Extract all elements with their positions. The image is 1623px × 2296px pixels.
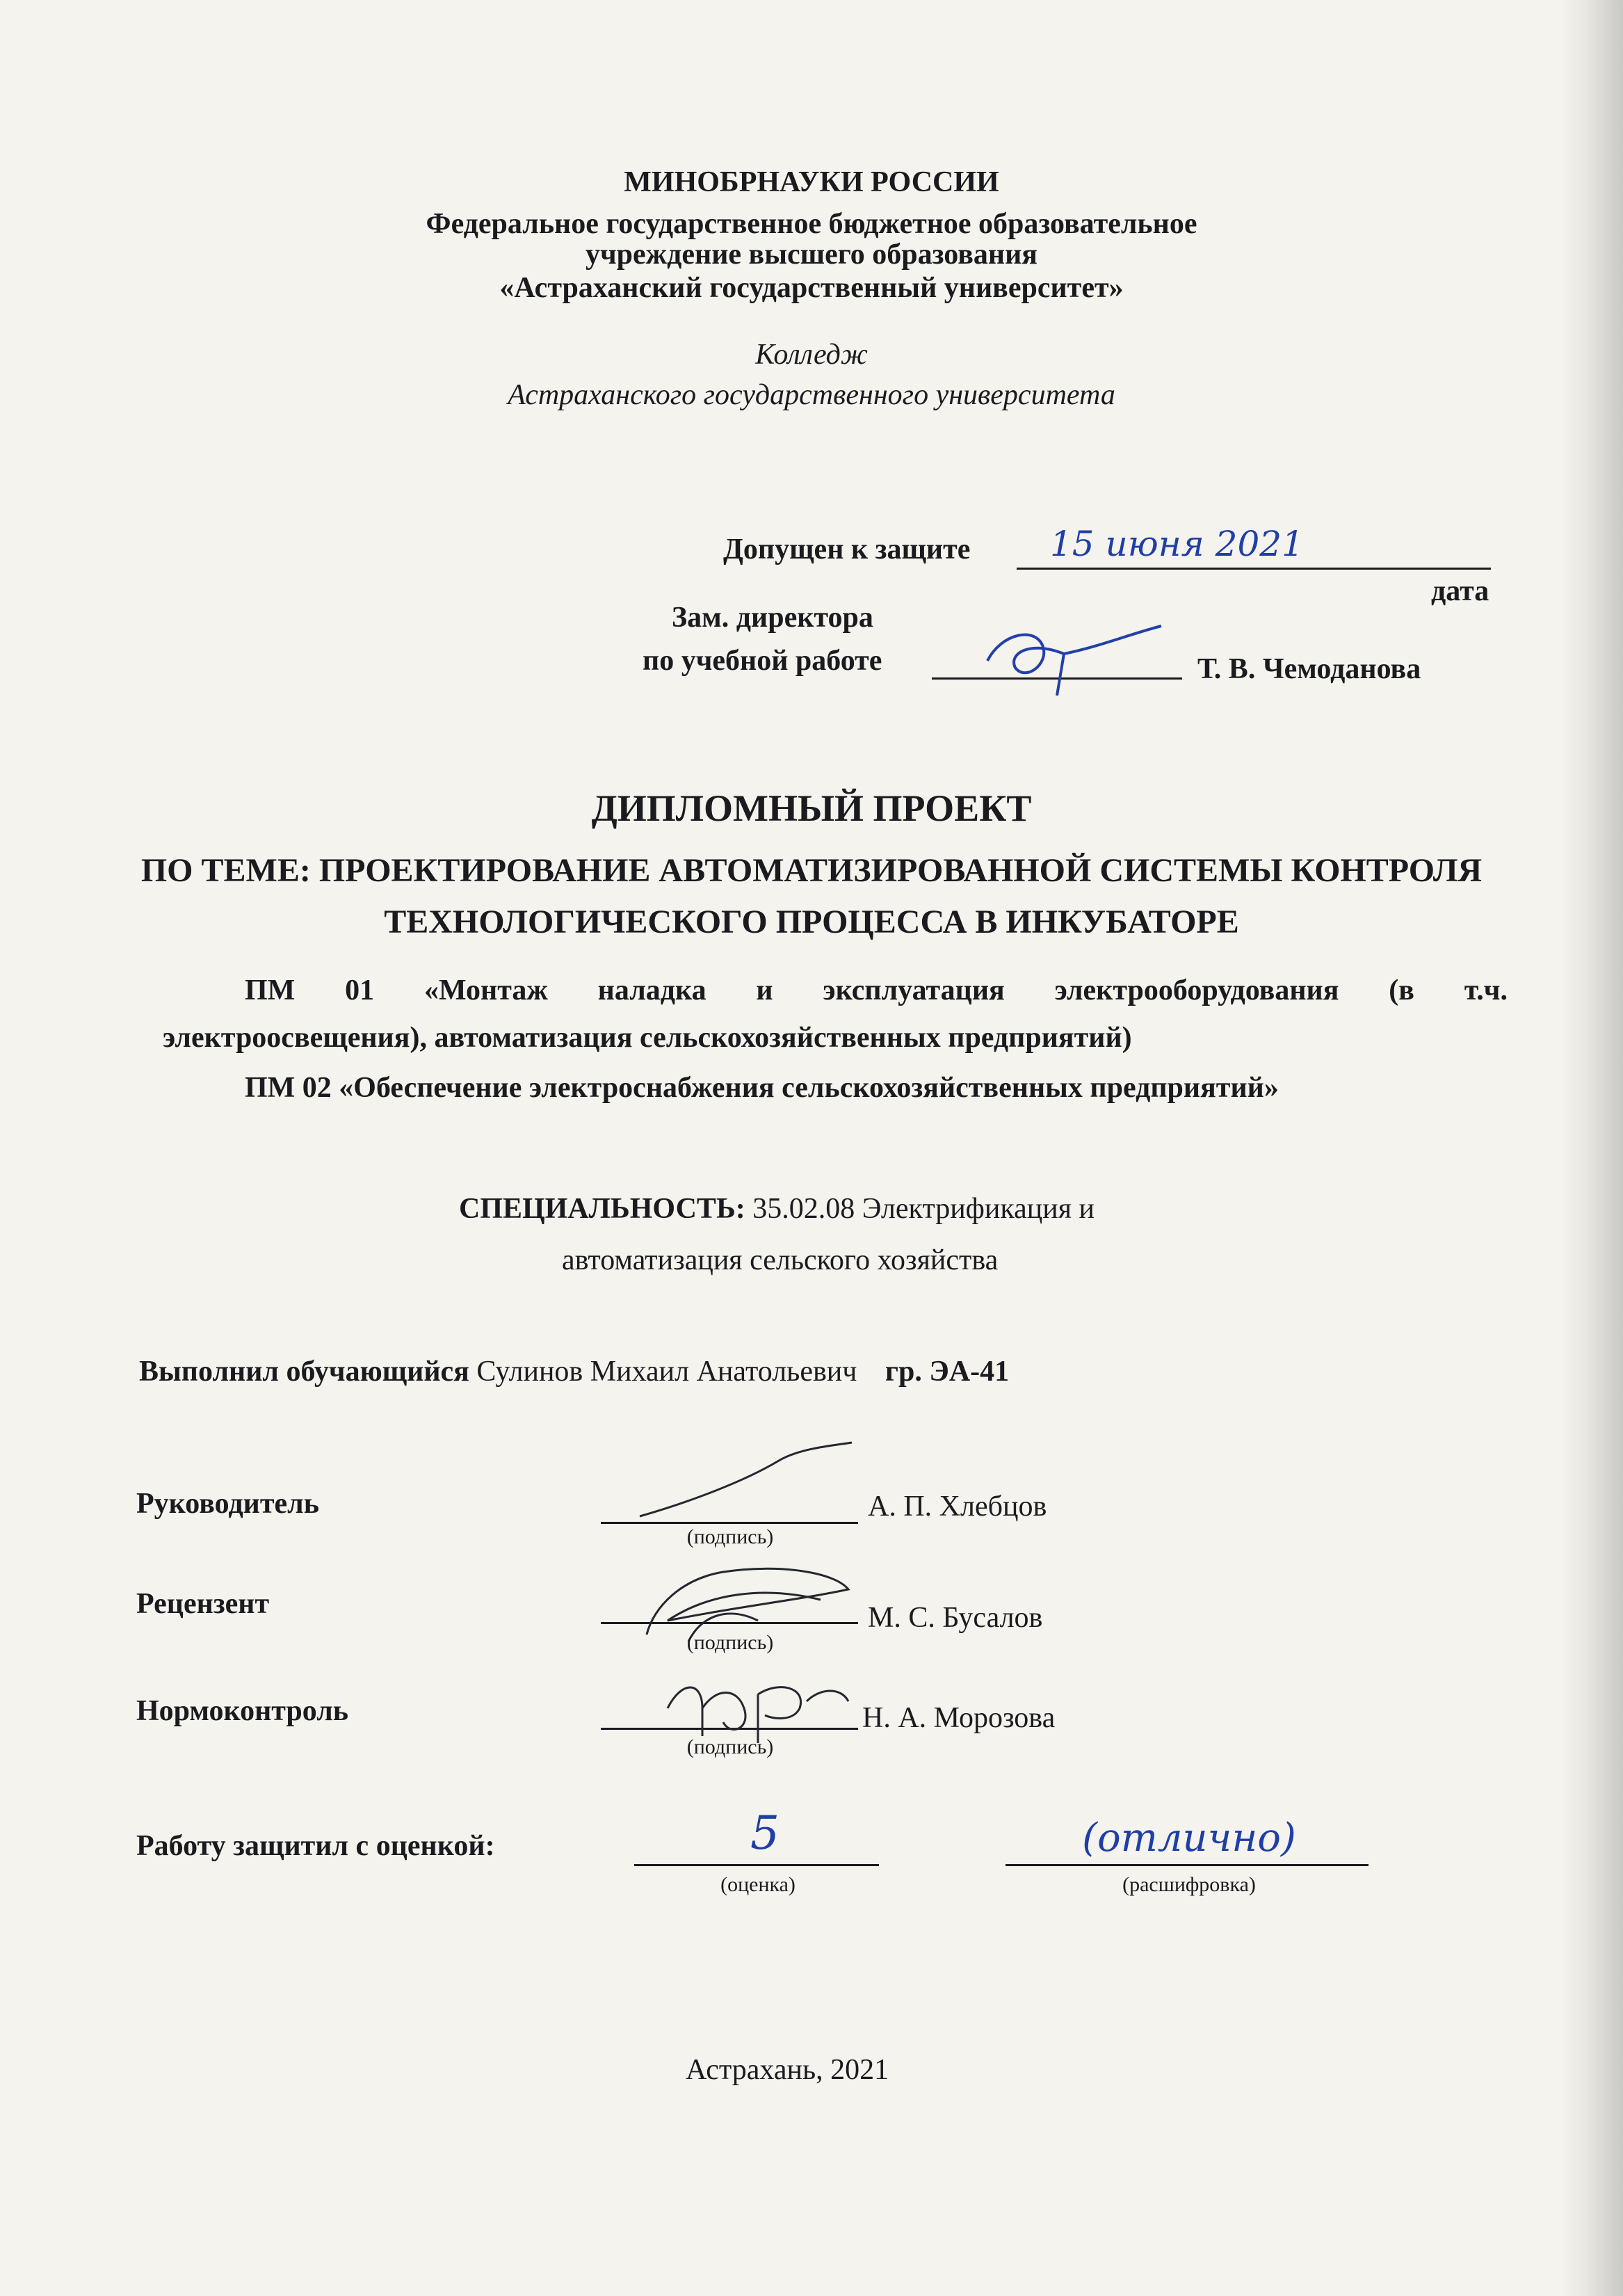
pm01-word: «Монтаж (423, 974, 548, 1006)
defense-label: Работу защитил с оценкой: (136, 1830, 495, 1862)
project-theme-line-2: ТЕХНОЛОГИЧЕСКОГО ПРОЦЕССА В ИНКУБАТОРЕ (384, 904, 1239, 940)
admission-date-caption: дата (1431, 575, 1489, 607)
specialty-label: СПЕЦИАЛЬНОСТЬ: (459, 1193, 745, 1225)
pm01-word: (в (1389, 974, 1414, 1006)
normcontrol-caption: (подпись) (686, 1735, 774, 1758)
normcontrol-label: Нормоконтроль (136, 1695, 349, 1727)
specialty-value: 35.02.08 Электрификация и (752, 1193, 1095, 1225)
supervisor-caption: (подпись) (686, 1525, 774, 1548)
module-pm01-line-2: электроосвещения), автоматизация сельскохозяйственных предприятий) (163, 1022, 1132, 1054)
admission-label: Допущен к защите (723, 533, 971, 565)
admission-date-line (1017, 568, 1491, 570)
module-pm01-line-1 (245, 972, 1508, 1009)
supervisor-name: А. П. Хлебцов (868, 1491, 1047, 1523)
specialty-line-1 (459, 1191, 1095, 1227)
institution-line-1: Федеральное государственное бюджетное образовательное (426, 208, 1197, 240)
pm01-word: ПМ (245, 974, 296, 1006)
pm01-word: эксплуатация (823, 974, 1005, 1006)
deputy-title-line-1: Зам. директора (672, 602, 873, 634)
normcontrol-name: Н. А. Морозова (862, 1702, 1056, 1734)
reviewer-label: Рецензент (136, 1588, 270, 1620)
module-pm02: ПМ 02 «Обеспечение электроснабжения сельскохозяйственных предприятий» (245, 1072, 1279, 1104)
grade-caption: (оценка) (720, 1873, 796, 1896)
student-name: Сулинов Михаил Анатольевич (476, 1356, 857, 1388)
college-line-2: Астраханского государственного университета (508, 379, 1115, 411)
reviewer-caption: (подпись) (686, 1631, 774, 1654)
college-line-1: Колледж (755, 339, 868, 371)
ministry-line: МИНОБРНАУКИ РОССИИ (624, 166, 999, 198)
project-theme-line-1: ПО ТЕМЕ: ПРОЕКТИРОВАНИЕ АВТОМАТИЗИРОВАННОЙ СИСТЕМЫ КОНТРОЛЯ (140, 852, 1483, 889)
pm01-word: наладка (597, 974, 706, 1006)
supervisor-signature (626, 1440, 855, 1523)
decoding-caption: (расшифровка) (1122, 1873, 1256, 1896)
decoding-line (1006, 1864, 1368, 1866)
pm01-word: электрооборудования (1054, 974, 1339, 1006)
institution-line-2: учреждение высшего образования (585, 239, 1038, 271)
student-group: гр. ЭА-41 (885, 1356, 1010, 1388)
deputy-signature (960, 612, 1168, 703)
pm01-word: т.ч. (1464, 974, 1508, 1006)
university-name: «Астраханский государственный университет» (499, 272, 1124, 304)
grade-handwritten: 5 (750, 1806, 780, 1860)
student-label: Выполнил обучающийся (139, 1356, 469, 1388)
grade-line (634, 1864, 879, 1866)
pm01-word: 01 (345, 974, 375, 1006)
admission-date-handwritten: 15 июня 2021 (1050, 524, 1304, 564)
deputy-title-line-2: по учебной работе (643, 645, 882, 677)
city-year: Астрахань, 2021 (686, 2054, 889, 2086)
reviewer-name: М. С. Бусалов (868, 1602, 1043, 1634)
decoding-handwritten: (отлично) (1082, 1815, 1296, 1861)
document-type-title: ДИПЛОМНЫЙ ПРОЕКТ (591, 787, 1032, 829)
student-line (139, 1354, 1009, 1390)
specialty-line-2: автоматизация сельского хозяйства (562, 1244, 999, 1276)
pm01-word: и (756, 974, 773, 1006)
supervisor-label: Руководитель (136, 1488, 319, 1520)
deputy-name: Т. В. Чемоданова (1197, 653, 1421, 685)
